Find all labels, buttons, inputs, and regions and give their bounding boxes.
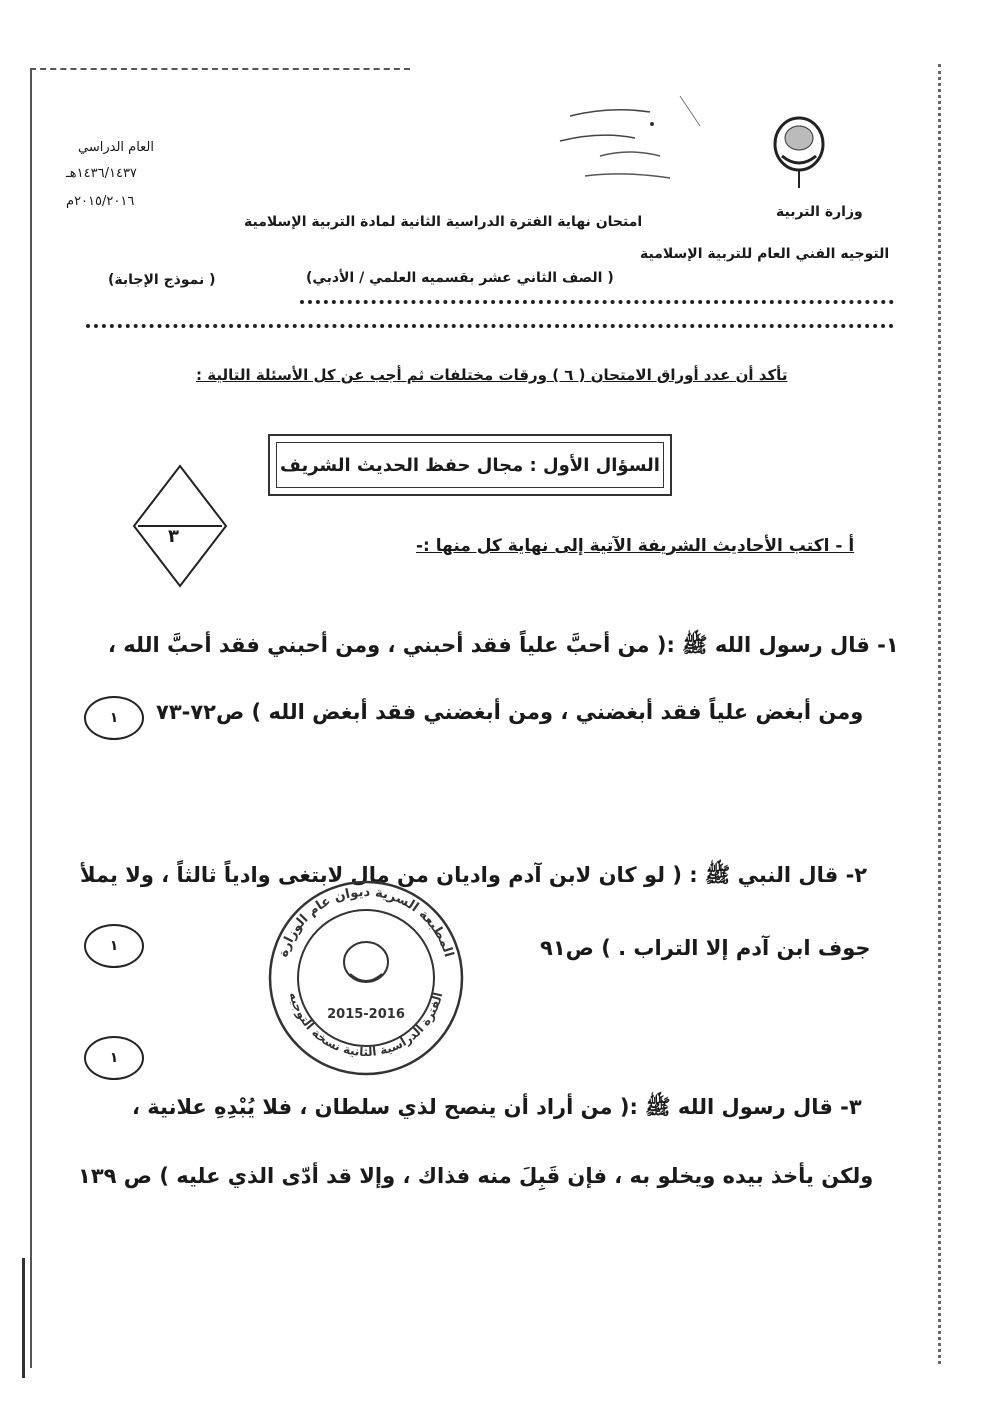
hadith-1-score-value: ١: [109, 710, 119, 726]
svg-text:الفترة الدراسية الثانية نسخة ا: [287, 991, 446, 1059]
stamp-year: 2015-2016: [327, 1007, 405, 1022]
header-divider-top: [300, 300, 894, 304]
hadith-1-line-2: ومن أبغض علياً فقد أبغضني ، ومن أبغضني فقد أبغض الله ) ص٧٢-٧٣: [156, 700, 864, 724]
hadith-2-line-1: ٢- قال النبي ﷺ : ( لو كان لابن آدم واديان من مال لابتغى وادياً ثالثاً ، ولا يملأ: [80, 863, 868, 887]
page-border-left: [30, 68, 32, 1368]
page-border-right: [938, 64, 941, 1364]
hadith-3-score-value: ١: [109, 1050, 119, 1066]
page-border-top: [30, 68, 410, 70]
hadith-1-line-1: ١- قال رسول الله ﷺ :( من أحبَّ علياً فقد أحبني ، ومن أحبني فقد أحبَّ الله ،: [108, 633, 899, 657]
stamp-inner-text: الفترة الدراسية الثانية نسخة التوجيه: [286, 990, 446, 1060]
signature-scribble-icon: [540, 76, 740, 226]
section-a-heading: أ - اكتب الأحاديث الشريفة الآتية إلى نهاية كل منها :-: [416, 536, 855, 556]
ministry-logo-icon: [764, 108, 834, 192]
question-title-inner: [276, 442, 664, 488]
diamond-score: ٣: [168, 526, 179, 547]
score-diamond-icon: [132, 464, 228, 588]
svg-text:المطبعة السرية ديوان عام الوزا: [276, 885, 456, 959]
department-name: التوجيه الفني العام للتربية الإسلامية: [640, 246, 890, 262]
hadith-2-score-value: ١: [109, 938, 119, 954]
academic-year-label: العام الدراسي: [78, 140, 155, 155]
hadith-3-line-1: ٣- قال رسول الله ﷺ :( من أراد أن ينصح لذي سلطان ، فلا يُبْدِهِ علانية ،: [132, 1095, 862, 1119]
header-divider: [86, 324, 894, 328]
grade-label: ( الصف الثاني عشر بقسميه العلمي / الأدبي): [306, 270, 614, 286]
stamp-outer-text: المطبعة السرية ديوان عام الوزارة: [275, 884, 457, 959]
hadith-3-score: [84, 1036, 144, 1080]
hadith-2-line-2: جوف ابن آدم إلا التراب . ) ص٩١: [540, 936, 871, 960]
exam-title: امتحان نهاية الفترة الدراسية الثانية لمادة التربية الإسلامية: [244, 214, 643, 230]
ministry-name: وزارة التربية: [776, 204, 863, 220]
hadith-1-score: [84, 696, 144, 740]
page-border-mark: [22, 1258, 25, 1378]
hadith-3-line-2: ولكن يأخذ بيده ويخلو به ، فإن قَبِلَ منه فذاك ، وإلا قد أدّى الذي عليه ) ص ١٣٩: [78, 1164, 874, 1188]
hadith-2-score: [84, 924, 144, 968]
question-title-box: [268, 434, 672, 496]
gregorian-year: ٢٠١٥/٢٠١٦م: [66, 194, 135, 209]
model-answer-label: ( نموذج الإجابة): [108, 272, 216, 288]
hijri-year: ١٤٣٦/١٤٣٧هـ: [66, 166, 137, 181]
question-title: السؤال الأول : مجال حفظ الحديث الشريف: [280, 454, 660, 476]
instructions: تأكد أن عدد أوراق الامتحان ( ٦ ) ورقات مختلفات ثم أجب عن كل الأسئلة التالية :: [196, 366, 788, 384]
official-stamp-icon: [266, 878, 466, 1078]
